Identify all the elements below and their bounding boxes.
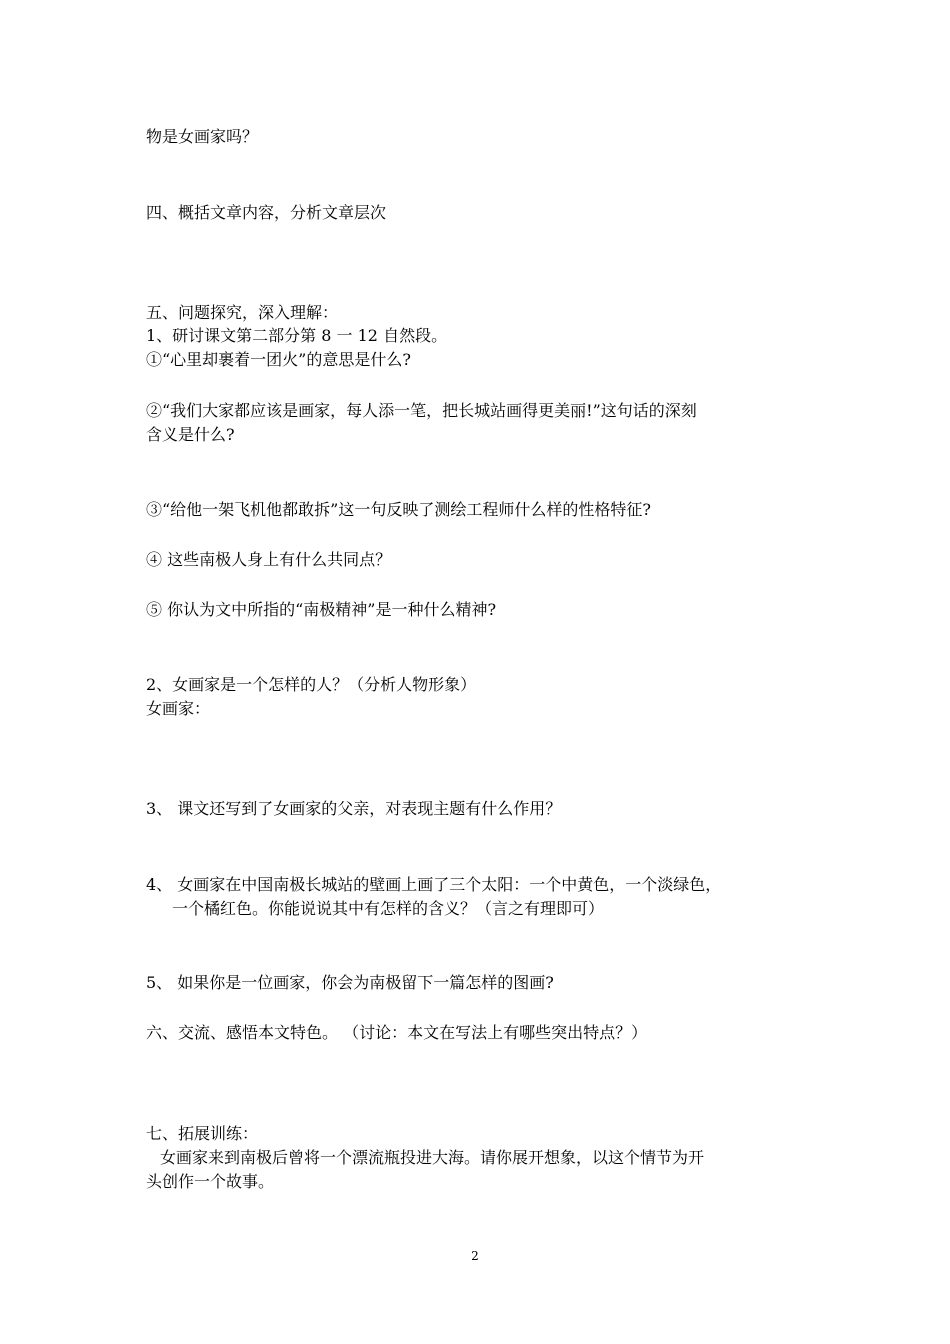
question-1-sub-2-line-2: 含义是什么? (146, 425, 235, 444)
section-6-heading: 六、交流、感悟本文特色。 （讨论：本文在写法上有哪些突出特点？） (146, 1023, 648, 1042)
question-5: 5、 如果你是一位画家，你会为南极留下一篇怎样的图画? (146, 973, 554, 992)
section-7-body-line-2: 头创作一个故事。 (146, 1172, 275, 1191)
question-2-label: 女画家： (146, 699, 211, 718)
question-4-line-1: 4、 女画家在中国南极长城站的壁画上画了三个太阳：一个中黄色，一个淡绿色， (146, 875, 722, 894)
question-1-sub-5: ⑤ 你认为文中所指的“南极精神”是一种什么精神? (146, 600, 497, 619)
question-1-sub-2-line-1: ②“我们大家都应该是画家，每人添一笔，把长城站画得更美丽!”这句话的深刻 (146, 401, 697, 420)
section-4-heading: 四、概括文章内容，分析文章层次 (146, 203, 387, 222)
question-1: 1、研讨课文第二部分第 8 一 12 自然段。 (146, 326, 448, 345)
question-2: 2、女画家是一个怎样的人？（分析人物形象） (146, 675, 477, 694)
section-7-body-line-1: 女画家来到南极后曾将一个漂流瓶投进大海。请你展开想象，以这个情节为开 (160, 1148, 705, 1167)
question-1-sub-1: ①“心里却裹着一团火”的意思是什么? (146, 350, 411, 369)
page-number: 2 (471, 1249, 479, 1263)
section-7-heading: 七、拓展训练： (146, 1124, 259, 1143)
text-line-continuation: 物是女画家吗？ (146, 127, 259, 146)
question-4-line-2: 一个橘红色。你能说说其中有怎样的含义？（言之有理即可） (172, 899, 605, 918)
question-3: 3、 课文还写到了女画家的父亲，对表现主题有什么作用？ (146, 799, 562, 818)
question-1-sub-4: ④ 这些南极人身上有什么共同点？ (146, 550, 392, 569)
section-5-heading: 五、问题探究，深入理解： (146, 303, 339, 322)
question-1-sub-3: ③“给他一架飞机他都敢拆”这一句反映了测绘工程师什么样的性格特征? (146, 500, 651, 519)
